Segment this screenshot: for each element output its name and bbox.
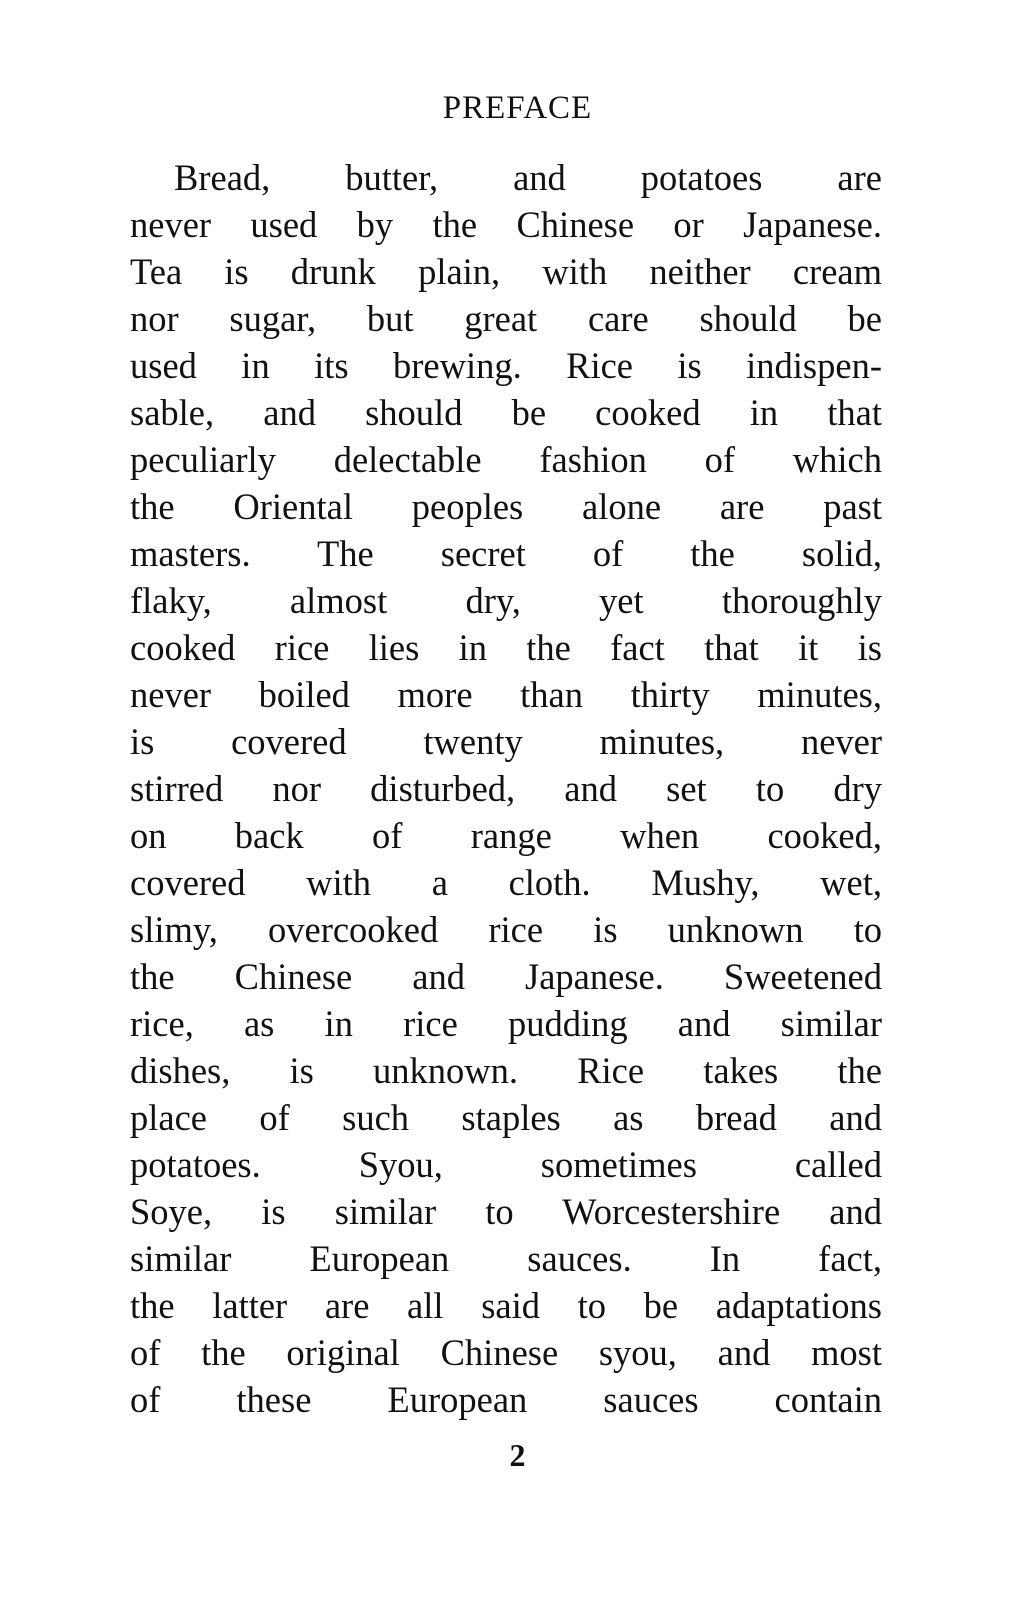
text-line: place of such staples as bread and <box>130 1097 882 1138</box>
running-head: PREFACE <box>442 90 593 126</box>
text-line: nor sugar, but great care should be <box>130 298 882 339</box>
text-line: masters. The secret of the solid, <box>130 533 882 574</box>
text-line: is covered twenty minutes, never <box>130 721 882 762</box>
text-line: covered with a cloth. Mushy, wet, <box>130 862 882 903</box>
text-line: rice, as in rice pudding and similar <box>130 1003 882 1044</box>
text-line: on back of range when cooked, <box>130 815 882 856</box>
text-line: never used by the Chinese or Japanese. <box>130 204 882 245</box>
text-line: the Chinese and Japanese. Sweetened <box>130 956 882 997</box>
body-paragraph <box>130 154 882 1423</box>
text-line: flaky, almost dry, yet thoroughly <box>130 580 882 621</box>
text-line: never boiled more than thirty minutes, <box>130 674 882 715</box>
text-line: of the original Chinese syou, and most <box>130 1332 882 1373</box>
text-line: peculiarly delectable fashion of which <box>130 439 882 480</box>
text-line: the latter are all said to be adaptations <box>130 1285 882 1326</box>
text-line: sable, and should be cooked in that <box>130 392 882 433</box>
text-line: the Oriental peoples alone are past <box>130 486 882 527</box>
text-line: Tea is drunk plain, with neither cream <box>130 251 882 292</box>
page-number: 2 <box>509 1437 526 1473</box>
text-line: Bread, butter, and potatoes are <box>174 157 882 198</box>
text-line: similar European sauces. In fact, <box>130 1238 882 1279</box>
text-line: Soye, is similar to Worcestershire and <box>130 1191 882 1232</box>
text-line: potatoes. Syou, sometimes called <box>130 1144 882 1185</box>
text-line: stirred nor disturbed, and set to dry <box>130 768 882 809</box>
text-line: dishes, is unknown. Rice takes the <box>130 1050 882 1091</box>
text-line: used in its brewing. Rice is indispen- <box>130 345 882 386</box>
text-line: cooked rice lies in the fact that it is <box>130 627 882 668</box>
text-line: slimy, overcooked rice is unknown to <box>130 909 882 950</box>
text-line: of these European sauces contain <box>130 1379 882 1420</box>
